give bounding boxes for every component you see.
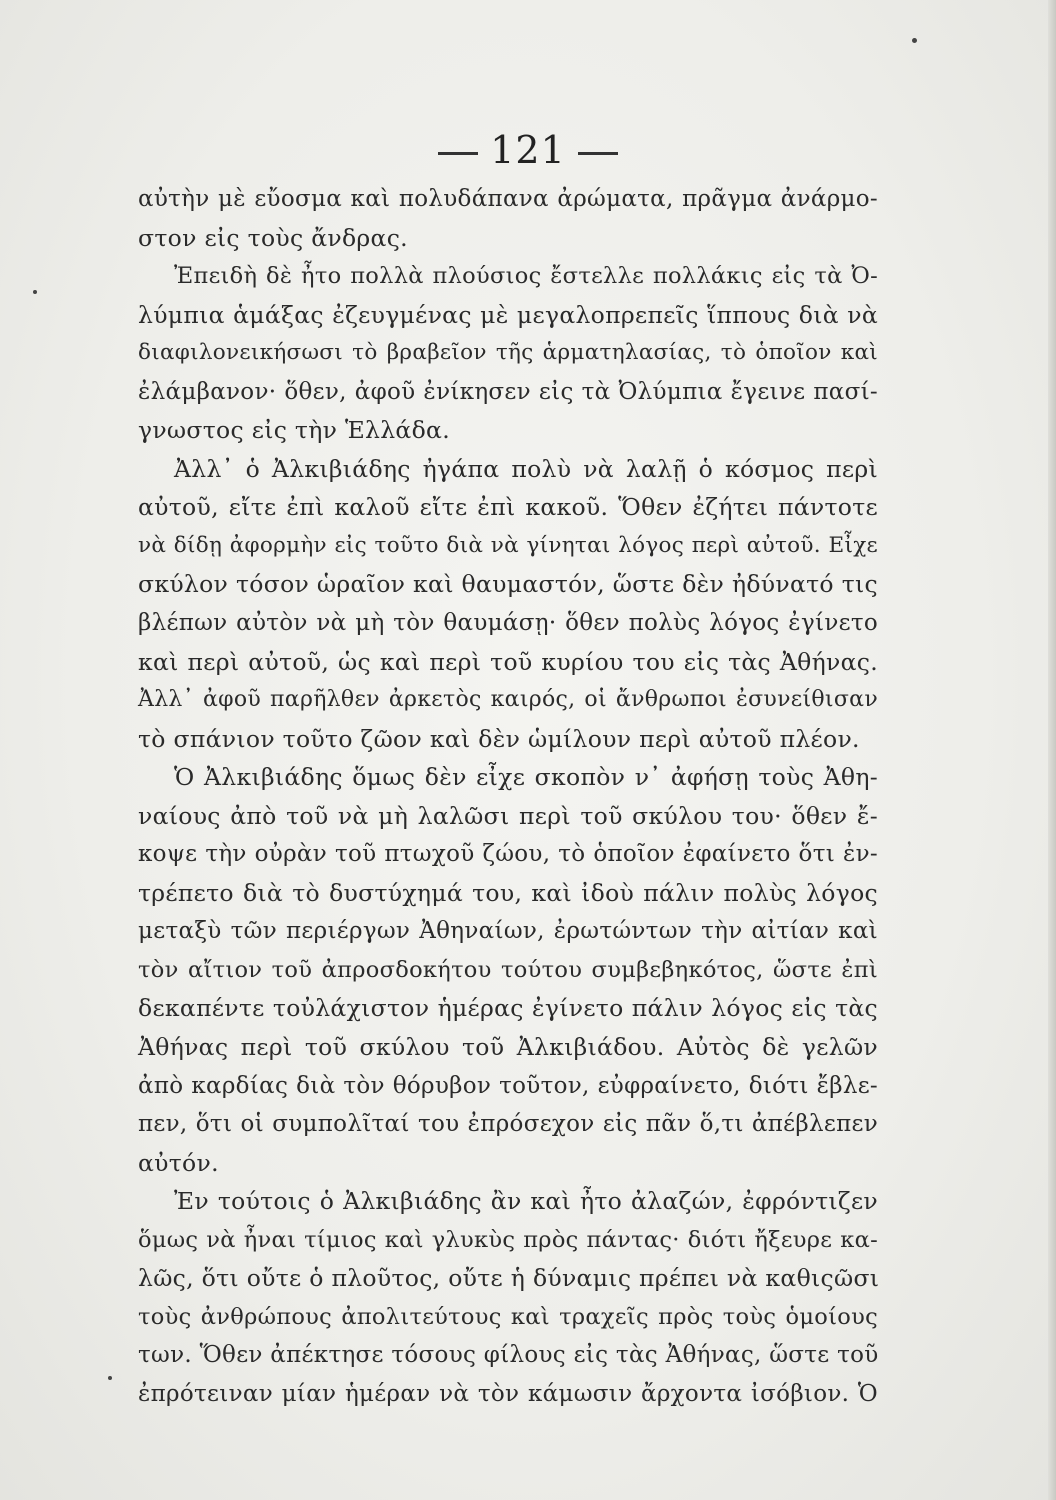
text-line: τὸ σπάνιον τοῦτο ζῶον καὶ δὲν ὡμίλουν περὶ αὐτοῦ πλέον. [138, 724, 860, 753]
text-line: αὐτοῦ, εἴτε ἐπὶ καλοῦ εἴτε ἐπὶ κακοῦ. Ὅθεν ἐζήτει πάντοτε [138, 493, 878, 522]
text-line: μεταξὺ τῶν περιέργων Ἀθηναίων, ἐρωτώντων τὴν αἰτίαν καὶ [138, 918, 878, 945]
text-line: σκύλον τόσον ὡραῖον καὶ θαυμαστόν, ὥστε δὲν ἠδύνατό τις [138, 570, 878, 599]
ink-speck [33, 290, 37, 294]
text-line: Ἀλλ᾽ ὁ Ἀλκιβιάδης ἠγάπα πολὺ νὰ λαλῇ ὁ κόσμος περὶ [174, 454, 878, 483]
text-line: ναίους ἀπὸ τοῦ νὰ μὴ λαλῶσι περὶ τοῦ σκύλου του· ὅθεν ἔ- [138, 801, 878, 830]
text-line: αὐτόν. [138, 1148, 219, 1177]
text-line: αὐτὴν μὲ εὔοσμα καὶ πολυδάπανα ἀρώματα, πρᾶγμα ἀνάρμο- [138, 186, 878, 212]
ink-speck [912, 38, 917, 43]
text-line: ἀπὸ καρδίας διὰ τὸν θόρυβον τοῦτον, εὐφραίνετο, διότι ἔβλε- [138, 1072, 878, 1099]
text-line: καὶ περὶ αὐτοῦ, ὡς καὶ περὶ τοῦ κυρίου του εἰς τὰς Ἀθήνας. [138, 647, 878, 676]
text-line: πεν, ὅτι οἱ συμπολῖταί του ἐπρόσεχον εἰς πᾶν ὅ,τι ἀπέβλεπεν [138, 1111, 878, 1138]
text-line: Ἀλλ᾽ ἀφοῦ παρῆλθεν ἀρκετὸς καιρός, οἱ ἄνθρωποι ἐσυνείθισαν [138, 687, 878, 713]
text-line: νὰ δίδῃ ἀφορμὴν εἰς τοῦτο διὰ νὰ γίνηται λόγος περὶ αὐτοῦ. Εἶχε [138, 532, 878, 558]
text-line: στον εἰς τοὺς ἄνδρας. [138, 223, 408, 252]
text-line: ἐλάμβανον· ὅθεν, ἀφοῦ ἐνίκησεν εἰς τὰ Ὀλύμπια ἔγεινε πασί- [138, 378, 878, 405]
ink-speck [108, 1376, 112, 1380]
text-line: τοὺς ἀνθρώπους ἀπολιτεύτους καὶ τραχεῖς πρὸς τοὺς ὁμοίους [138, 1303, 878, 1330]
page-number-header [0, 128, 1056, 172]
page-number-dash-right [578, 152, 618, 155]
text-line: λῶς, ὅτι οὔτε ὁ πλοῦτος, οὔτε ἡ δύναμις πρέπει νὰ καθιςῶσι [138, 1264, 880, 1293]
text-line: Ὁ Ἀλκιβιάδης ὅμως δὲν εἶχε σκοπὸν ν᾽ ἀφήσῃ τοὺς Ἀθη- [174, 763, 878, 792]
page-edge-shadow [1048, 0, 1056, 1500]
page-number-dash-left [438, 152, 478, 155]
text-line: τρέπετο διὰ τὸ δυστύχημά του, καὶ ἰδοὺ πάλιν πολὺς λόγος [138, 878, 878, 907]
text-line: Ἀθήνας περὶ τοῦ σκύλου τοῦ Ἀλκιβιάδου. Αὐτὸς δὲ γελῶν [138, 1033, 878, 1062]
text-line: ἐπρότειναν μίαν ἡμέραν νὰ τὸν κάμωσιν ἄρχοντα ἰσόβιον. Ὁ [138, 1380, 878, 1407]
text-line: γνωστος εἰς τὴν Ἑλλάδα. [138, 416, 450, 445]
text-line: Ἐπειδὴ δὲ ἦτο πολλὰ πλούσιος ἔστελλε πολλάκις εἰς τὰ Ὀ- [174, 263, 878, 290]
page-number: 121 [490, 128, 566, 172]
text-line: κοψε τὴν οὐρὰν τοῦ πτωχοῦ ζώου, τὸ ὁποῖον ἐφαίνετο ὅτι ἐν- [138, 841, 878, 868]
body-text [138, 180, 878, 1414]
text-line: ὅμως νὰ ἦναι τίμιος καὶ γλυκὺς πρὸς πάντας· διότι ἤξευρε κα- [138, 1226, 878, 1253]
text-line: λύμπια ἁμάξας ἐζευγμένας μὲ μεγαλοπρεπεῖς ἵππους διὰ νὰ [138, 300, 878, 329]
text-line: των. Ὅθεν ἀπέκτησε τόσους φίλους εἰς τὰς Ἀθήνας, ὥστε τοῦ [138, 1342, 879, 1369]
text-line: τὸν αἴτιον τοῦ ἀπροσδοκήτου τούτου συμβεβηκότος, ὥστε ἐπὶ [138, 956, 878, 983]
text-line: βλέπων αὐτὸν νὰ μὴ τὸν θαυμάσῃ· ὅθεν πολὺς λόγος ἐγίνετο [138, 610, 878, 637]
text-line: διαφιλονεικήσωσι τὸ βραβεῖον τῆς ἁρματηλασίας, τὸ ὁποῖον καὶ [138, 340, 878, 366]
text-line: Ἐν τούτοις ὁ Ἀλκιβιάδης ἂν καὶ ἦτο ἀλαζών, ἐφρόντιζεν [174, 1187, 878, 1216]
text-line: δεκαπέντε τοὐλάχιστον ἡμέρας ἐγίνετο πάλιν λόγος εἰς τὰς [138, 994, 878, 1023]
